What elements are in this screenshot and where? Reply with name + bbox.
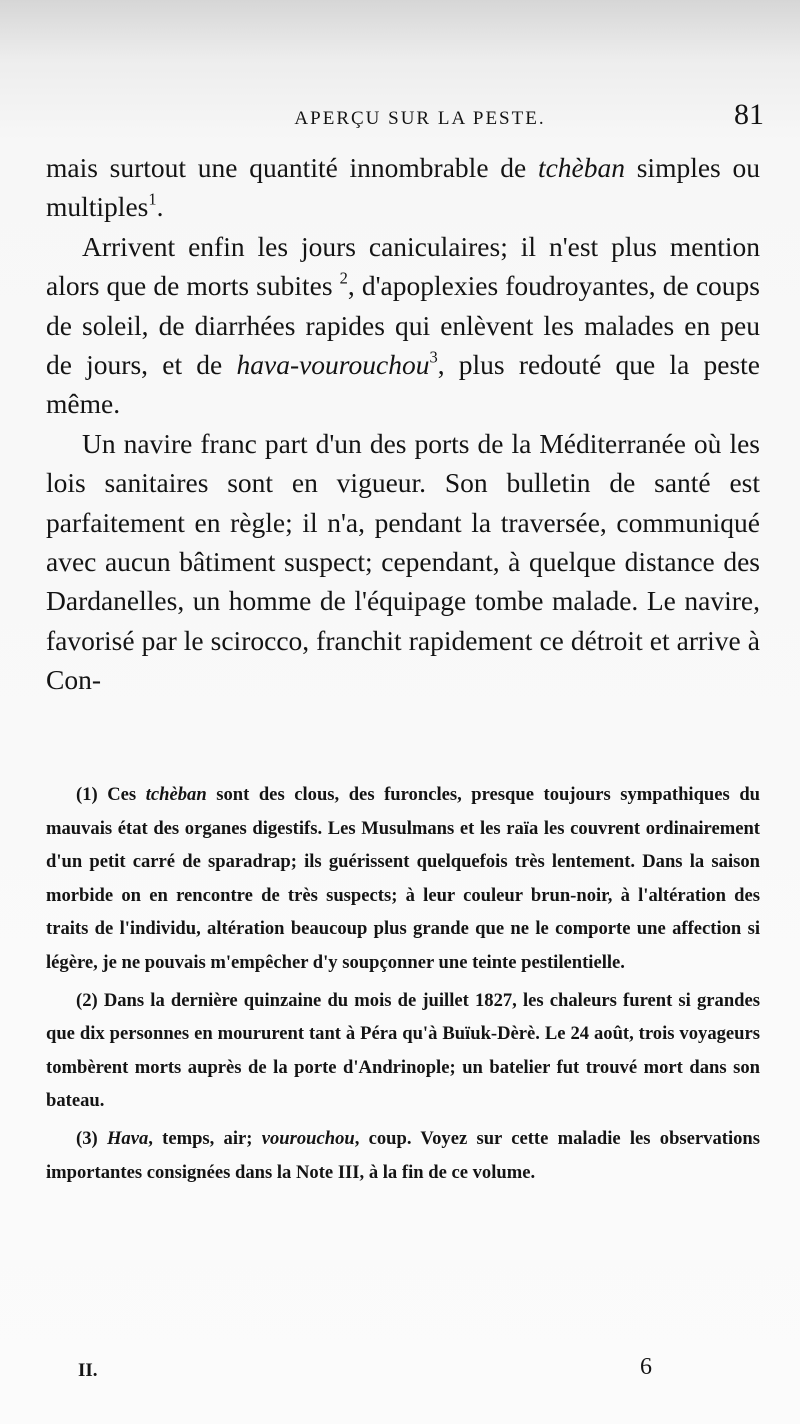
footnote-term-tcheban: tchèban	[145, 784, 207, 805]
footnote-ref-2: 2	[339, 268, 348, 288]
footnote-2: (2) Dans la dernière quinzaine du mois de juillet 1827, les chaleurs furent si grandes que dix personnes en moururent tant à Péra qu'à Buïuk-Dèrè. Le 24 août, trois voyageurs tombèrent morts auprès de la porte d'Andrinople; un batelier fut trouvé mort dans son bateau.	[46, 989, 760, 1112]
signature-mark: II.	[78, 1360, 98, 1381]
page-number: 81	[734, 98, 764, 131]
term-hava-vourouchou: hava-vourouchou	[236, 349, 430, 381]
footnotes	[46, 778, 760, 1193]
footnote-term-hava: Hava	[106, 1127, 149, 1149]
main-text	[46, 148, 760, 700]
paragraph-2: Arrivent enfin les jours caniculaires; il n'est plus mention alors que de morts subites $^2$, d'apoplexies foudroyantes, de coups de soleil, de diarrhées rapides qui enlèvent les malades en peu de jours, et de hava-vourouchou$^3$, plus redouté que la peste même.	[46, 230, 760, 420]
sheet-number: 6	[640, 1354, 652, 1380]
footnote-3: (3) Hava, temps, air; vourouchou, coup. Voyez sur cette maladie les observations importantes consignées dans la Note III, à la fin de ce volume.	[46, 1127, 760, 1183]
footnote-1: (1) Ces tchèban sont des clous, des furoncles, presque toujours sympathiques du mauvais état des organes digestifs. Les Musulmans et les raïa les couvrent ordinairement d'un petit carré de sparadrap; ils guérissent quelquefois très lentement. Dans la saison morbide on en rencontre de très suspects; à leur couleur brun-noir, à l'altération des traits de l'individu, altération beaucoup plus grande que ne le comporte une affection si légère, je ne pouvais m'empêcher d'y soupçonner une teinte pestilentielle.	[46, 784, 761, 973]
footnote-ref-1: 1	[148, 189, 157, 209]
term-tcheban: tchèban	[537, 152, 625, 183]
paragraph-3: Un navire franc part d'un des ports de la Méditerranée où les lois sanitaires sont en vigueur. Son bulletin de santé est parfaitement en règle; il n'a, pendant la traversée, communiqué avec aucun bâtiment suspect; cependant, à quelque distance des Dardanelles, un homme de l'équipage tombe malade. Le navire, favorisé par le scirocco, franchit rapidement ce détroit et arrive à Con-	[46, 427, 760, 696]
paragraph-1: mais surtout une quantité innombrable de tchèban simples ou multiples$^1$.	[46, 152, 760, 223]
page-header	[46, 96, 764, 140]
running-title: APERÇU SUR LA PESTE.	[294, 108, 546, 129]
footnote-term-vourouchou: vourouchou	[261, 1127, 355, 1149]
footnote-ref-3: 3	[429, 347, 438, 367]
